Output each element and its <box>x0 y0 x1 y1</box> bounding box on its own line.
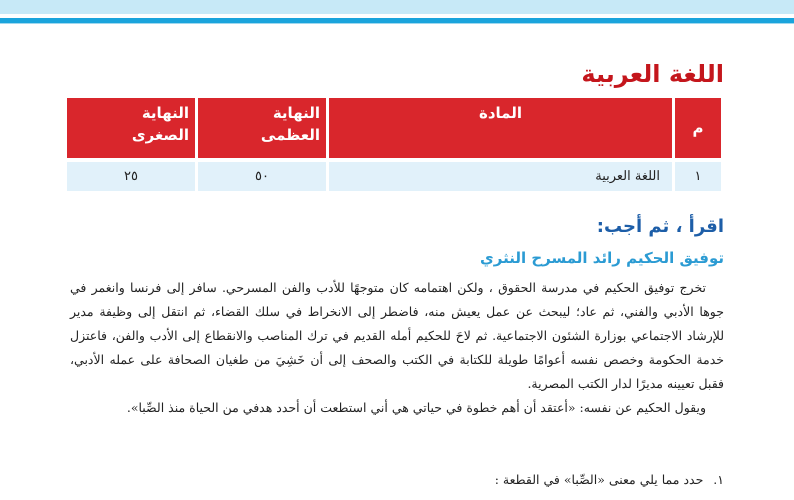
header-max-grade-line2: العظمى <box>260 126 320 144</box>
header-number: م <box>675 98 721 158</box>
passage-title: توفيق الحكيم رائد المسرح النثري <box>480 249 724 267</box>
cell-subject: اللغة العربية <box>329 158 672 191</box>
question-number: ١. <box>713 472 724 487</box>
table-row <box>67 158 721 191</box>
question-text: حدد مما يلي معنى «الصِّبا» في القطعة : <box>494 472 704 487</box>
passage-paragraph: تخرج توفيق الحكيم في مدرسة الحقوق ، ولكن اهتمامه كان متوجهًا للأدب والفن المسرحي. سافر إلى فرنسا وانغمر في جوها الأدبي والفني، ثم عاد؛ ليبحث عن عمل يعيش منه، فاضطر إلى الانخراط في سلك القضاء، ثم انتقل إلى وظيفة مدير للإرشاد الاجتماعي بوزارة الشئون الاجتماعية. ثم لاحَ للحكيم أمله القديم في ترك المناصب والانقطاع إلى الأدب والفن، فاعتزل خدمة الحكومة وخصص نفسه أعوامًا طويلة للكتابة في الكتب والصحف إلى أن خَشِيَ من طغيان الصحافة على عمله الأدبي، فقبل تعيينه مديرًا لدار الكتب المصرية. <box>70 280 724 391</box>
header-thin-line <box>0 23 794 24</box>
header-min-grade-line2: الصغرى <box>131 126 189 144</box>
passage-paragraph: ويقول الحكيم عن نفسه: «أعتقد أن أهم خطوة في حياتي هي أني استطعت أن أحدد هدفي من الحياة منذ الصِّبا». <box>126 400 706 415</box>
header-max-grade-line1: النهاية <box>272 104 320 122</box>
instruction-heading: اقرأ ، ثم أجب: <box>596 216 724 237</box>
grades-table <box>64 98 724 191</box>
header-subject: المادة <box>329 98 672 158</box>
header-min-grade <box>67 98 195 158</box>
header-max-grade <box>198 98 326 158</box>
section-title: اللغة العربية <box>581 60 724 88</box>
table-header-row <box>67 98 721 158</box>
header-band <box>0 0 794 14</box>
passage-body <box>70 276 724 420</box>
cell-number: ١ <box>675 158 721 191</box>
question-item <box>70 470 724 490</box>
cell-min-grade: ٢٥ <box>67 158 195 191</box>
cell-max-grade: ٥٠ <box>198 158 326 191</box>
header-min-grade-line1: النهاية <box>141 104 189 122</box>
